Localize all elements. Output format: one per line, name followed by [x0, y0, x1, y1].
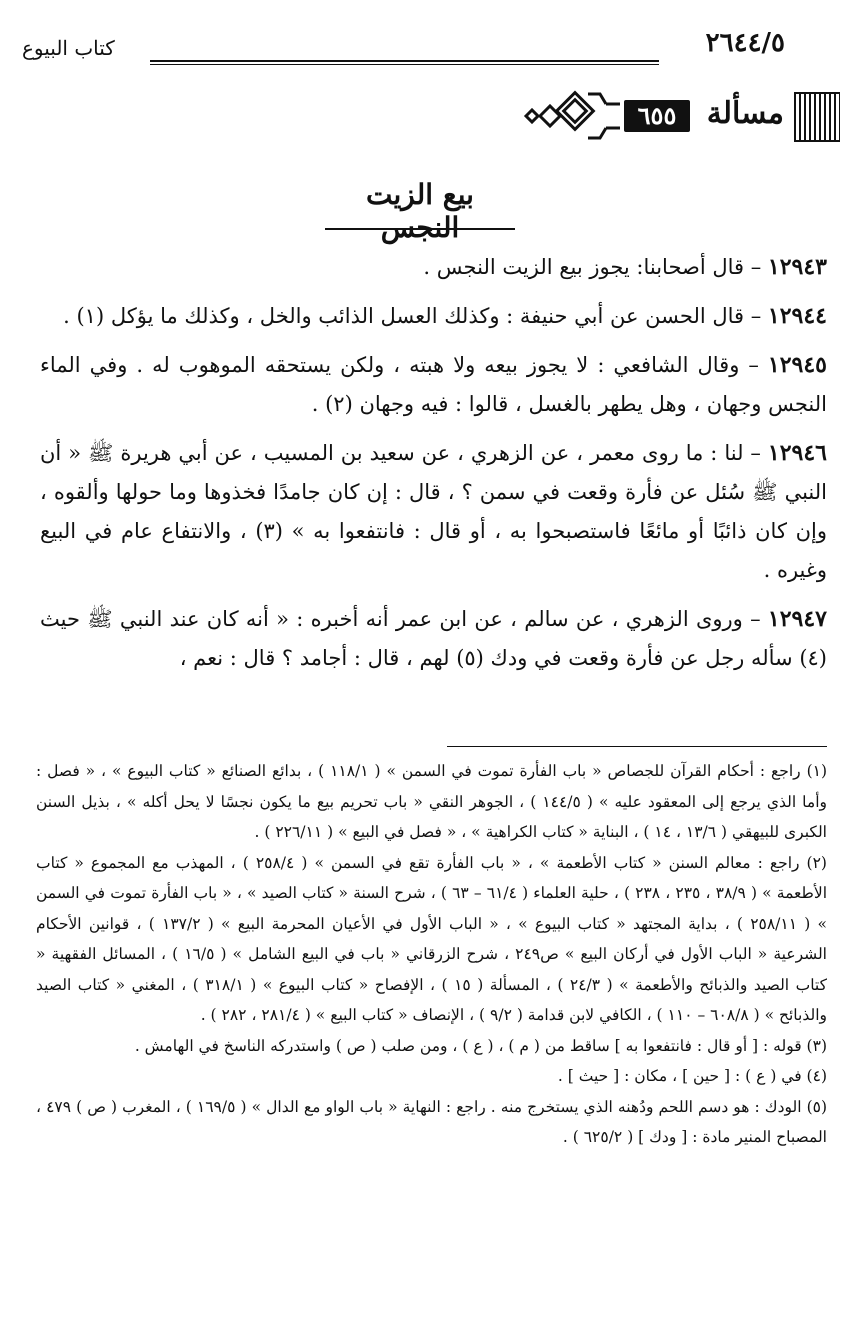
- diamond-ornament-icon: [520, 86, 620, 146]
- footnote: (٣) قوله : [ أو قال : فانتفعوا به ] ساقط من ( م ) ، ( ع ) ، ومن صلب ( ص ) واستدركه الناسخ في الهامش .: [134, 1036, 827, 1055]
- book-title: كتاب البيوع: [22, 36, 115, 60]
- footnote: (٢) راجع : معالم السنن « كتاب الأطعمة » ، « باب الفأرة تقع في السمن » ( ٢٥٨/٤ ) ، المهذب مع المجموع « كتاب الأطعمة » ( ٣٨/٩ ، ٢٣٥ ، ٢٣٨ ) ، حلية العلماء ( ٦١/٤ – ٦٣ ) ، شرح السنة « كتاب الصيد » ، « باب الفأرة تموت في السمن » ( ٢٥٨/١١ ) ، بداية المجتهد « كتاب البيوع » ، « الباب الأول في الأعيان المحرمة البيع » ( ١٣٧/٢ ) ، قوانين الأحكام الشرعية « الباب الأول في أركان البيع » ص٢٤٩ ، شرح الزرقاني « باب في البيع الشامل » ( ١٦/٥ ) ، المسائل الفقهية « كتاب الصيد والذبائح والأطعمة » ( ٢٤/٣ ) ، المسألة ( ١٥ ) ، الإفصاح « كتاب البيوع » ( ٣١٨/١ ) ، المغني « كتاب الصيد والذبائح » ( ٦٠٨/٨ – ١١٠ ) ، الكافي لابن قدامة ( ٩/٢ ) ، الإنصاف « كتاب البيع » ( ٢٨١/٤ ، ٢٨٢ ) .: [36, 853, 828, 1024]
- hatch-ornament: [794, 92, 840, 142]
- paragraph-number: ١٢٩٤٧: [767, 606, 827, 632]
- paragraph-text: – قال الحسن عن أبي حنيفة : وكذلك العسل الذائب والخل ، وكذلك ما يؤكل (١) .: [63, 304, 768, 328]
- footnote-separator: [447, 746, 827, 747]
- paragraph-number: ١٢٩٤٥: [767, 352, 827, 378]
- section-title: بيع الزيت النجس: [325, 178, 515, 224]
- paragraph-text: – قال أصحابنا: يجوز بيع الزيت النجس .: [423, 255, 768, 279]
- paragraph: [40, 346, 827, 424]
- paragraph-text: – لنا : ما روى معمر ، عن الزهري ، عن سعيد بن المسيب ، عن أبي هريرة ﷺ « أن النبي ﷺ سُئل عن فأرة وقعت في سمن ؟ ، قال : إن كان جامدًا فخذوها وما حولها وألقوه ، وإن كان ذائبًا أو مائعًا فاستصبحوا به ، أو قال : فانتفعوا به » (٣) ، والانتفاع عام في البيع وغيره .: [40, 441, 827, 582]
- paragraph-text: – وروى الزهري ، عن سالم ، عن ابن عمر أنه أخبره : « أنه كان عند النبي ﷺ حيث (٤) سأله رجل عن فأرة وقعت في ودك (٥) لهم ، قال : أجامد ؟ قال : نعم ،: [40, 607, 827, 670]
- paragraph-number: ١٢٩٤٣: [767, 254, 827, 280]
- title-underline: [325, 228, 515, 230]
- paragraph: [40, 297, 827, 336]
- paragraph: [40, 434, 827, 590]
- body-text: [40, 248, 827, 688]
- header-rule: [150, 60, 659, 65]
- paragraph: [40, 248, 827, 287]
- issue-banner: [520, 86, 840, 148]
- page-number: ٢٦٤٤/٥: [705, 28, 785, 58]
- issue-label: مسألة: [706, 96, 784, 131]
- footnotes: [36, 756, 827, 1153]
- paragraph: [40, 600, 827, 678]
- paragraph-number: ١٢٩٤٦: [767, 440, 827, 466]
- footnote: (٤) في ( ع ) : [ حين ] ، مكان : [ حيث ] .: [557, 1067, 827, 1085]
- paragraph-number: ١٢٩٤٤: [767, 303, 827, 329]
- issue-number: ٦٥٥: [624, 100, 690, 132]
- footnote: (٥) الودك : هو دسم اللحم ودُهنه الذي يستخرج منه . راجع : النهاية « باب الواو مع الدال » ( ١٦٩/٥ ) ، المغرب ( ص ) ٤٧٩ ، المصباح المنير مادة : [ ودك ] ( ٦٢٥/٢ ) .: [36, 1097, 828, 1146]
- footnote: (١) راجع : أحكام القرآن للجصاص « باب الفأرة تموت في السمن » ( ١١٨/١ ) ، بدائع الصنائع « كتاب البيوع » ، « فصل : وأما الذي يرجع إلى المعقود عليه » ( ١٤٤/٥ ) ، الجوهر النقي « باب تحريم بيع ما يكون نجسًا لا يحل أكله » ، بذيل السنن الكبرى للبيهقي ( ١٣/٦ ، ١٤ ) ، البناية « كتاب الكراهية » ، « فصل في البيع » ( ٢٢٦/١١ ) .: [36, 762, 828, 841]
- running-header: [22, 22, 835, 62]
- paragraph-text: – وقال الشافعي : لا يجوز بيعه ولا هبته ، ولكن يستحقه الموهوب له . وفي الماء النجس وجهان ، وهل يطهر بالغسل ، قالوا : فيه وجهان (٢) .: [40, 353, 827, 416]
